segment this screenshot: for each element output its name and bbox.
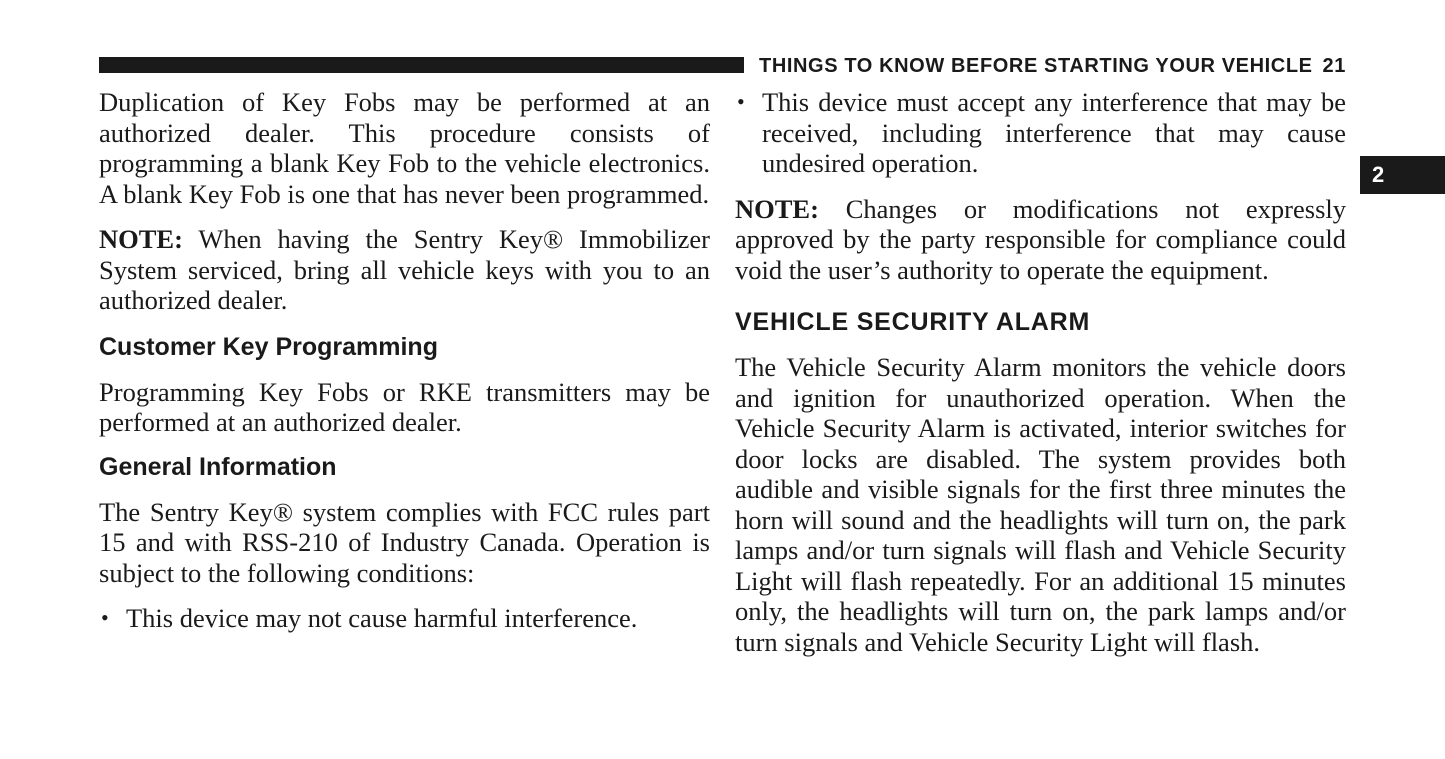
running-header	[759, 53, 1346, 79]
chapter-number: 2	[1372, 162, 1385, 187]
programming-paragraph: Programming Key Fobs or RKE transmitters may be performed at an authorized dealer.	[99, 376, 710, 437]
bullet-text: This device must accept any interference that may be received, including interference that may cause undesired operation.	[762, 87, 1346, 178]
note-label: NOTE:	[735, 193, 819, 224]
fcc-compliance-paragraph: The Sentry Key® system complies with FCC rules part 15 and with RSS-210 of Industry Canada. Operation is subject to the following conditions:	[99, 496, 710, 588]
note-text: When having the Sentry Key® Immobilizer System serviced, bring all vehicle keys with you to an authorized dealer.	[99, 224, 710, 315]
heading-general-information: General Information	[99, 452, 337, 481]
bullet-mark: •	[737, 89, 745, 114]
bullet-mark: •	[101, 605, 109, 630]
bullet-text: This device may not cause harmful interference.	[126, 603, 638, 633]
note-modifications	[735, 194, 1346, 286]
running-title: THINGS TO KNOW BEFORE STARTING YOUR VEHICLE	[759, 55, 1313, 77]
left-column	[99, 87, 710, 634]
page-number: 21	[1322, 55, 1346, 77]
note-text: Changes or modifications not expressly approved by the party responsible for compliance could void the user’s authority to operate the equipment.	[735, 193, 1346, 285]
note-immobilizer	[99, 224, 710, 316]
security-alarm-paragraph: The Vehicle Security Alarm monitors the vehicle doors and ignition for unauthorized operation. When the Vehicle Security Alarm is activated, interior switches for door locks are disabled. The system provides both audible and visible signals for the first three minutes the horn will sound and the headlights will turn on, the park lamps and/or turn signals will flash and Vehicle Security Light will flash repeatedly. For an additional 15 minutes only, the headlights will turn on, the park lamps and/or turn signals and Vehicle Security Light will flash.	[735, 352, 1346, 657]
right-column	[735, 87, 1346, 657]
bullet-item	[735, 87, 1346, 179]
heading-customer-key-programming: Customer Key Programming	[99, 332, 438, 361]
bullet-item	[99, 603, 710, 634]
header-rule	[99, 57, 744, 73]
chapter-tab	[1360, 156, 1445, 194]
key-fob-duplication-paragraph: Duplication of Key Fobs may be performed at an authorized dealer. This procedure consists of programming a blank Key Fob to the vehicle electronics. A blank Key Fob is one that has never been programmed.	[99, 87, 710, 209]
note-label: NOTE:	[99, 224, 183, 254]
heading-vehicle-security-alarm: VEHICLE SECURITY ALARM	[735, 308, 1091, 336]
